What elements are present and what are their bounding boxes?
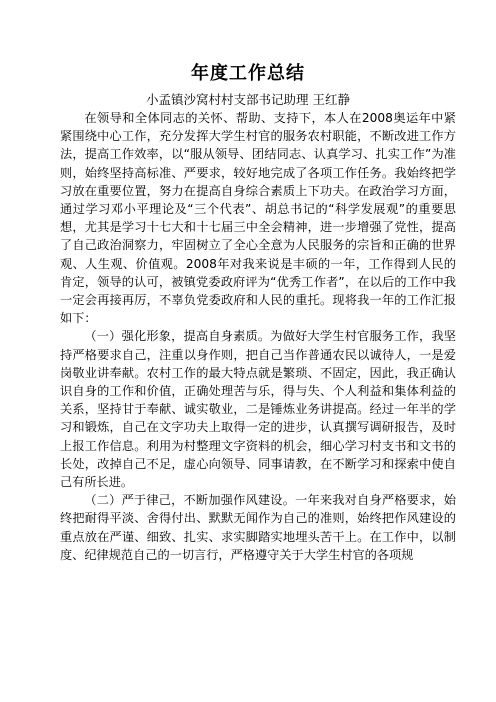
- paragraph-intro: 在领导和全体同志的关怀、帮助、支持下，本人在2008奥运年中紧紧围绕中心工作，充分发挥大学生村官的服务农村职能，不断改进工作方法，提高工作效率，以“服从领导、团结同志、认真学习、扎实工作”为准则，始终坚持高标准、严要求，较好地完成了各项工作任务。我始终把学习放在重要位置，努力在提高自身综合素质上下功夫。在政治学习方面，通过学习邓小平理论及“三个代表”、胡总书记的“科学发展观”的重要思想，尤其是学习十七大和十七届三中全会精神，进一步增强了党性，提高了自己政治洞察力，牢固树立了全心全意为人民服务的宗旨和正确的世界观、人生观、价值观。2008年对我来说是丰硕的一年，工作得到人民的肯定，领导的认可，被镇党委政府评为“优秀工作者”，在以后的工作中我一定会再接再厉，不辜负党委政府和人民的重托。现将我一年的工作汇报如下：: [60, 111, 456, 326]
- paragraph-section-1: （一）强化形象，提高自身素质。为做好大学生村官服务工作，我坚持严格要求自己，注重以身作则，把自己当作普通农民以诚待人，一是爱岗敬业讲奉献。农村工作的最大特点就是繁琐、不固定，因此，我正确认识自身的工作和价值，正确处理苦与乐，得与失、个人利益和集体利益的关系，坚持甘于奉献、诚实敬业，二是锤炼业务讲提高。经过一年半的学习和锻炼，自己在文字功夫上取得一定的进步，认真撰写调研报告，及时上报工作信息。利用为村整理文字资料的机会，细心学习村支书和文书的长处，改掉自己不足，虚心向领导、同事请教，在不断学习和探索中使自己有所长进。: [60, 329, 456, 490]
- paragraph-section-2: （二）严于律己，不断加强作风建设。一年来我对自身严格要求，始终把耐得平淡、舍得付出、默默无闻作为自己的准则，始终把作风建设的重点放在严谨、细致、扎实、求实脚踏实地埋头苦干上。在工作中，以制度、纪律规范自己的一切言行，严格遵守关于大学生村官的各项规: [60, 493, 456, 562]
- document-title: 年度工作总结: [191, 63, 305, 84]
- document-subtitle: 小孟镇沙窝村村支部书记助理 王红静: [146, 92, 350, 107]
- document-body: [60, 109, 456, 564]
